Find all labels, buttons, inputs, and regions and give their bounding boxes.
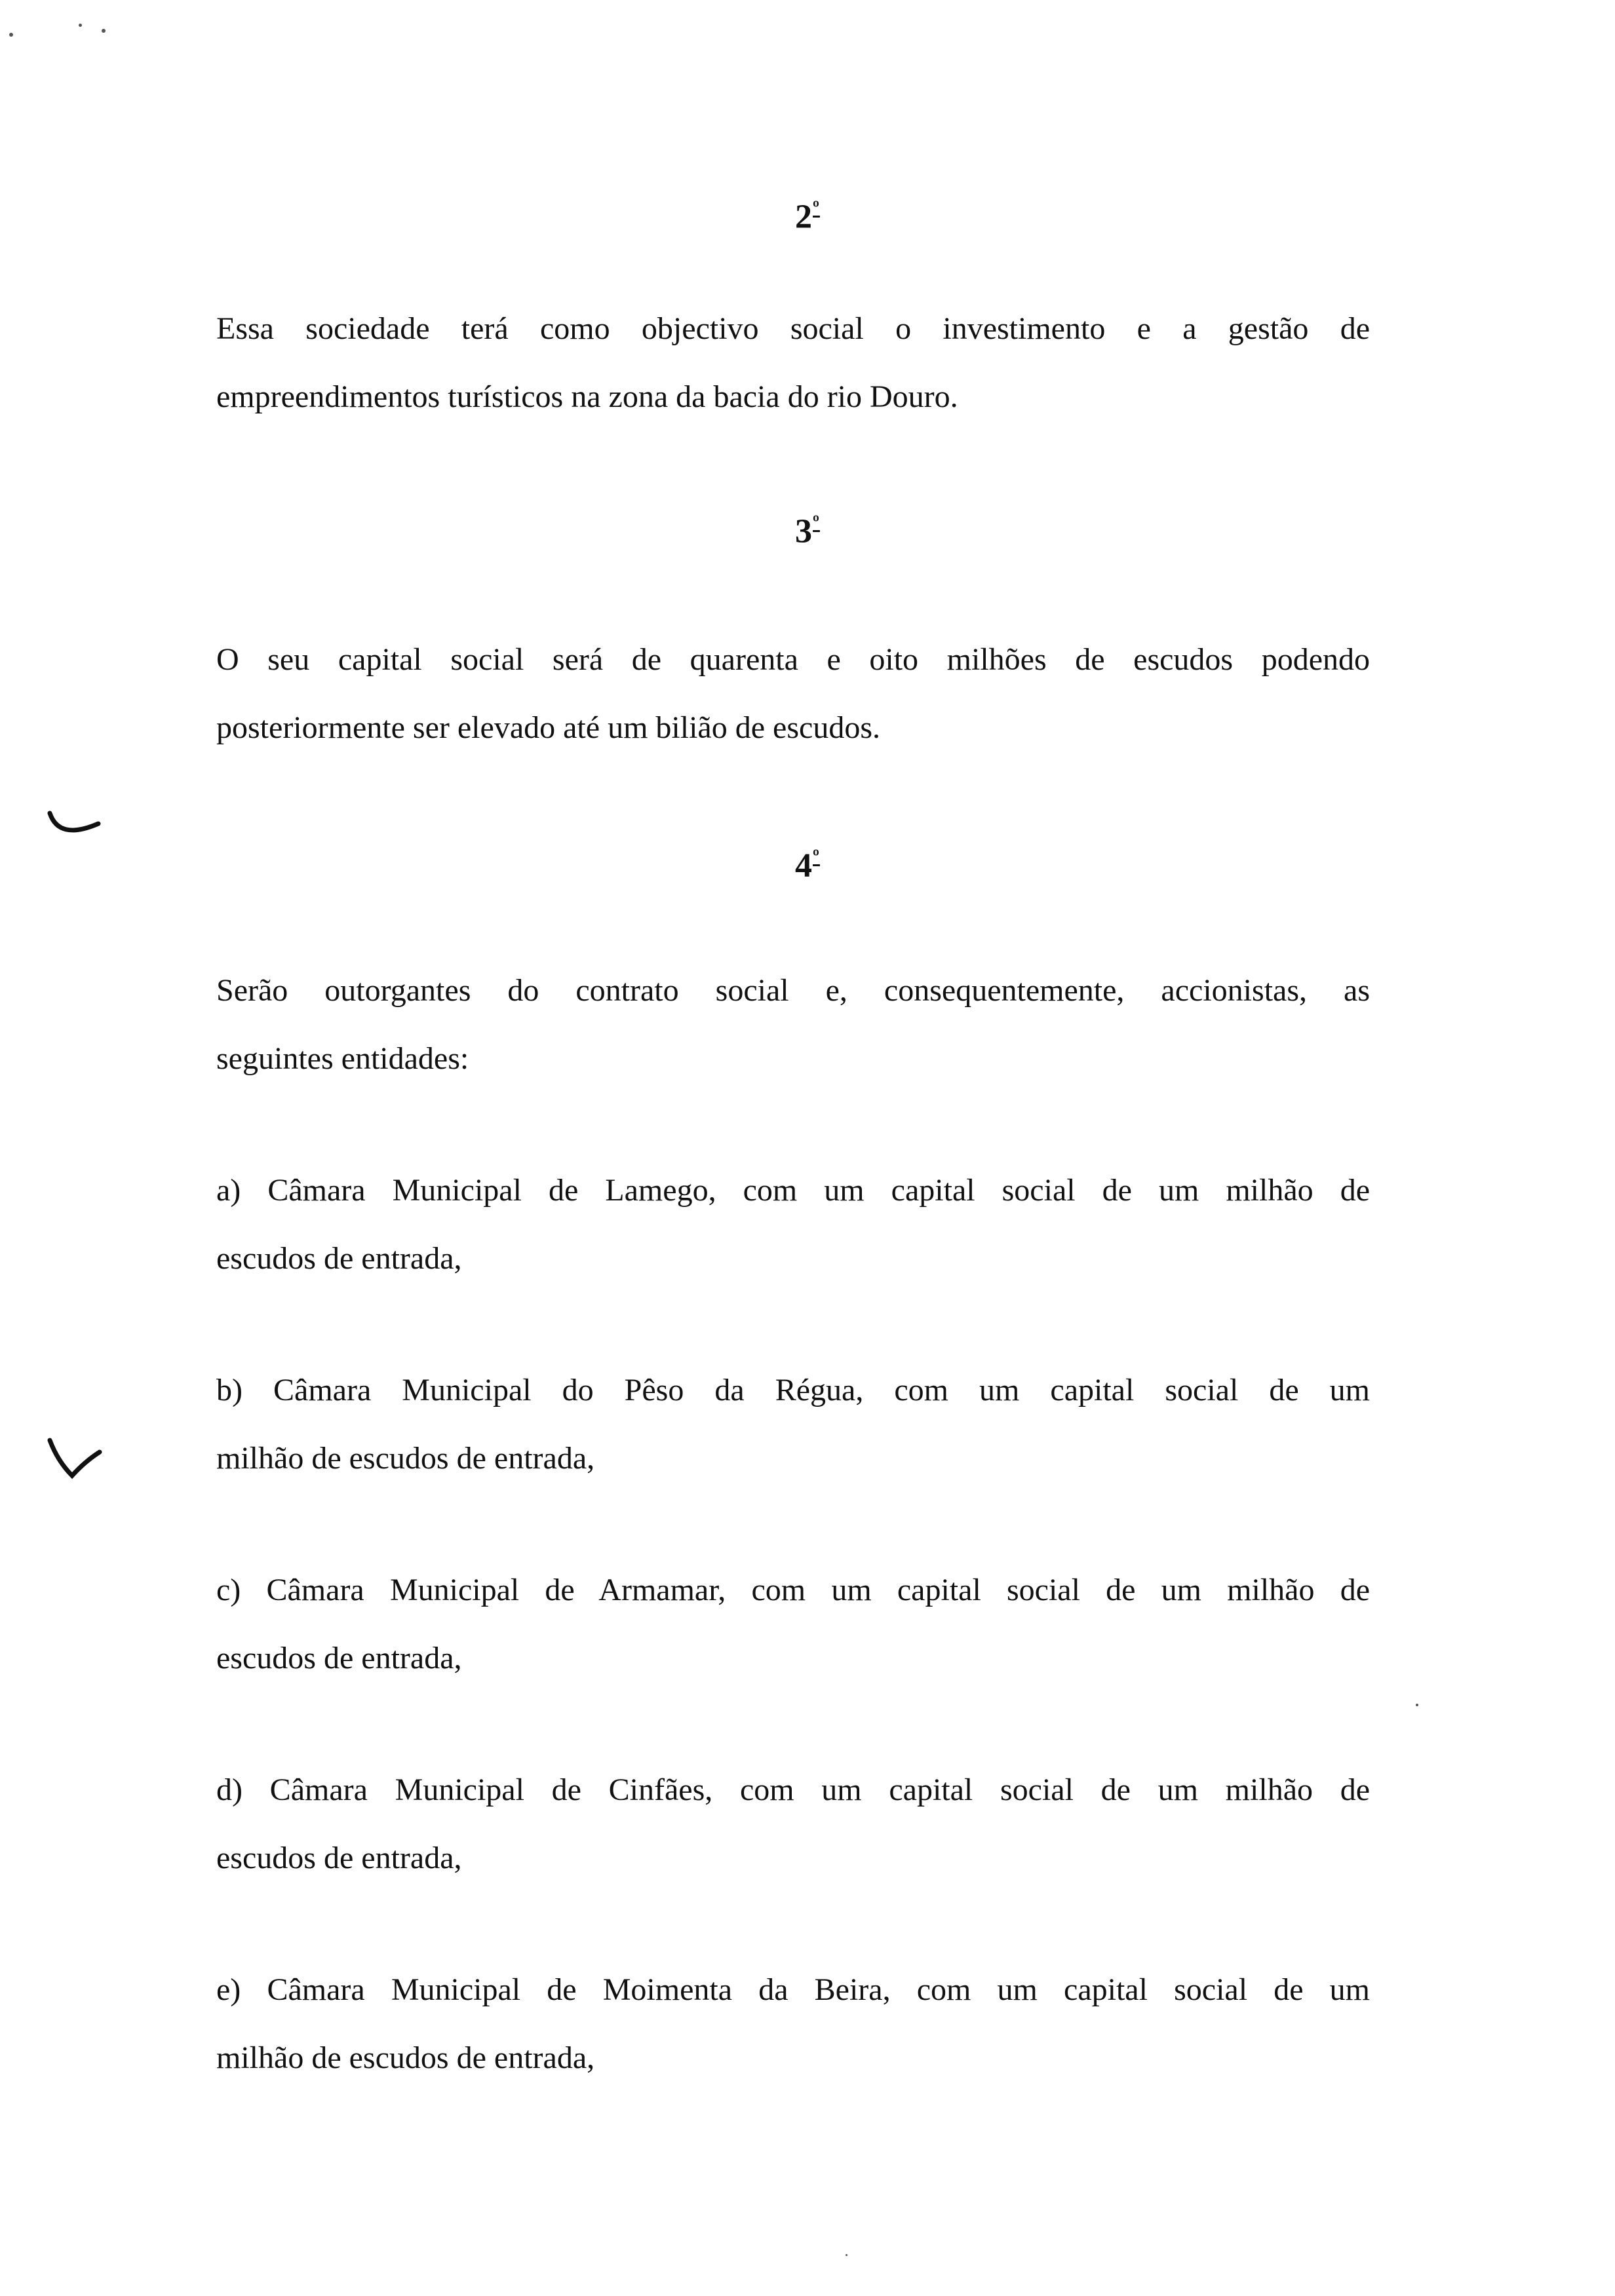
ordinal-indicator: º [813,197,820,219]
paragraph-line: empreendimentos turísticos na zona da bacia do rio Douro. [216,379,958,414]
paragraph-line: seguintes entidades: [216,1041,469,1076]
entity-line: a) Câmara Municipal de Lamego, com um capital social de um milhão de [216,1173,1370,1208]
section-paragraph-2 [216,295,1370,431]
check-mark-icon [46,1435,105,1487]
entity-line: c) Câmara Municipal de Armamar, com um capital social de um milhão de [216,1573,1370,1607]
entity-item-c [216,1556,1370,1693]
entity-line: e) Câmara Municipal de Moimenta da Beira, com um capital social de um [216,1972,1370,2007]
entity-line: escudos de entrada, [216,1641,462,1675]
paragraph-line: Serão outorgantes do contrato social e, consequentemente, accionistas, as [216,973,1370,1008]
section-heading-3 [0,505,1615,551]
ordinal-indicator: º [813,512,820,533]
section-paragraph-4 [216,957,1370,1093]
paragraph-line: Essa sociedade terá como objectivo social o investimento e a gestão de [216,311,1370,346]
entity-line: escudos de entrada, [216,1841,462,1875]
entity-item-a [216,1157,1370,1293]
section-heading-4 [0,839,1615,885]
entity-line: milhão de escudos de entrada, [216,2040,595,2075]
scan-speck [1416,1704,1418,1706]
scan-speck [846,2254,847,2256]
section-number: 2 [795,198,813,236]
section-number: 4 [795,847,813,885]
scan-speck [102,29,106,33]
entity-item-b [216,1356,1370,1493]
entity-line: b) Câmara Municipal do Pêso da Régua, com um capital social de um [216,1373,1370,1407]
entity-line: d) Câmara Municipal de Cinfães, com um capital social de um milhão de [216,1772,1370,1807]
scan-speck [9,33,13,37]
scan-speck [79,24,82,27]
paragraph-line: posteriormente ser elevado até um bilião de escudos. [216,710,880,745]
section-paragraph-3 [216,626,1370,762]
entity-line: milhão de escudos de entrada, [216,1441,595,1476]
entity-item-d [216,1756,1370,1892]
section-heading-2 [0,190,1615,237]
entity-line: escudos de entrada, [216,1241,462,1276]
paragraph-line: O seu capital social será de quarenta e oito milhões de escudos podendo [216,642,1370,677]
section-number: 3 [795,512,813,550]
ordinal-indicator: º [813,846,820,868]
check-mark-icon [46,809,105,849]
entity-item-e [216,1956,1370,2092]
